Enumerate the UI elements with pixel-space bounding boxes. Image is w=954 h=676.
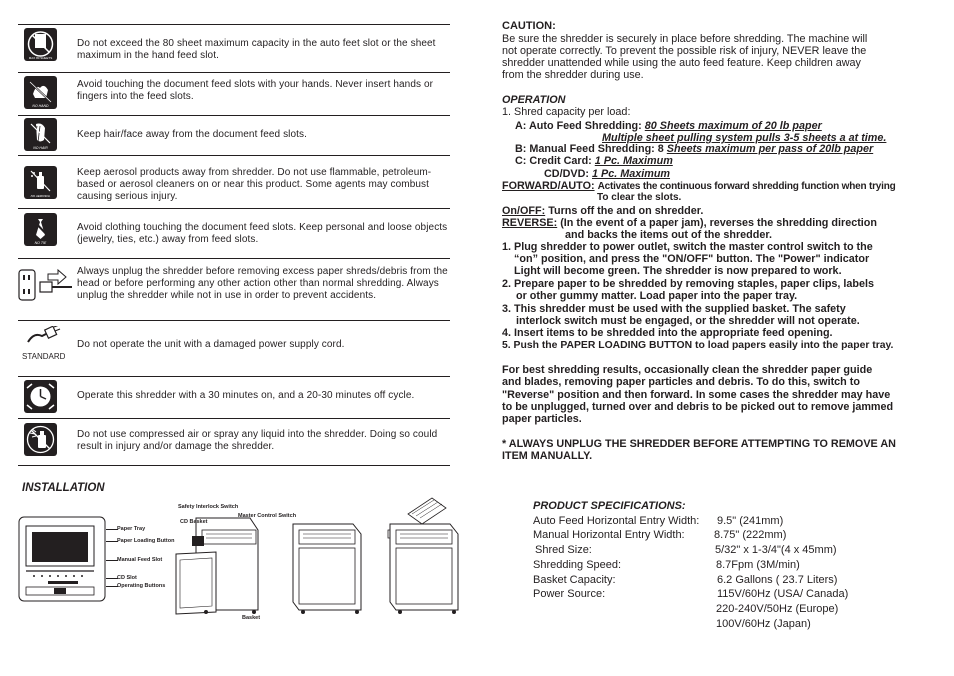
onoff-label: On/OFF: bbox=[502, 205, 546, 217]
label-cd-slot: CD Slot bbox=[117, 575, 137, 581]
caution-line-3: shredder unattended while using the auto feed feature. Keep children away bbox=[502, 57, 861, 69]
spec-label-auto-feed-width: Auto Feed Horizontal Entry Width: bbox=[533, 515, 700, 527]
warning-text-hair: Keep hair/face away from the document feed slots. bbox=[77, 129, 308, 140]
onoff-line bbox=[502, 205, 926, 217]
reverse-text: (In the event of a paper jam), reverses the shredding direction bbox=[560, 217, 877, 229]
cleaning-line-1: For best shredding results, occasionally clean the shredder paper guide bbox=[502, 364, 873, 376]
credit-card-label: C: Credit Card: bbox=[515, 155, 592, 167]
shredder-loading-diagram bbox=[382, 494, 462, 616]
unplug-icon bbox=[18, 264, 74, 306]
auto-feed-line bbox=[515, 120, 939, 132]
step-1-line-3: Light will become green. The shredder is now prepared to work. bbox=[514, 265, 842, 277]
cd-line bbox=[544, 168, 954, 180]
label-paper-loading-button: Paper Loading Button bbox=[117, 538, 175, 544]
spec-value-basket-capacity: 6.2 Gallons ( 23.7 Liters) bbox=[717, 574, 838, 586]
forward-text: Activates the continuous forward shredding function when trying bbox=[597, 181, 896, 192]
reverse-line bbox=[502, 217, 926, 229]
svg-text:NO AEROSOL: NO AEROSOL bbox=[30, 194, 51, 198]
no-hands-icon bbox=[24, 76, 57, 109]
svg-text:MAX 80 SHEETS: MAX 80 SHEETS bbox=[28, 56, 53, 60]
label-master-control: Master Control Switch bbox=[238, 513, 297, 519]
spec-value-power-japan: 100V/60Hz (Japan) bbox=[716, 618, 811, 630]
label-cd-basket: CD Basket bbox=[180, 519, 208, 525]
step-2-line-1: 2. Prepare paper to be shredded by removing staples, paper clips, labels bbox=[502, 278, 875, 290]
cleaning-line-3: "Reverse" position and then forward. In some cases the shredder may have bbox=[502, 389, 891, 401]
cleaning-line-2: and blades, removing paper particles and debris. To do this, switch to bbox=[502, 376, 860, 388]
cleaning-line-5: paper particles. bbox=[502, 413, 582, 425]
no-hair-icon bbox=[24, 118, 57, 151]
spec-label-power-source: Power Source: bbox=[533, 588, 606, 600]
spec-value-manual-width: 8.75" (222mm) bbox=[714, 529, 787, 541]
spec-value-auto-feed-width: 9.5" (241mm) bbox=[717, 515, 784, 527]
manual-feed-value: Sheets maximum per pass of 20lb paper bbox=[666, 143, 874, 155]
forward-label: FORWARD/AUTO: bbox=[502, 180, 595, 192]
spec-label-manual-width: Manual Horizontal Entry Width: bbox=[533, 529, 685, 541]
label-safety-interlock: Safety Interlock Switch bbox=[178, 504, 239, 510]
caution-line-2: not operate correctly. To prevent the possible risk of injury, NEVER leave the bbox=[502, 45, 867, 57]
caution-line-1: Be sure the shredder is securely in place before shredding. The machine will bbox=[502, 33, 868, 45]
warning-text-aerosol: Keep aerosol products away from shredder. Do not use flammable, petroleum-based or aerosol cleaners on or near this product. Some agents may combust causing serious injury. bbox=[77, 167, 432, 202]
warning-text-cycle: Operate this shredder with a 30 minutes on, and a 20-30 minutes off cycle. bbox=[77, 390, 415, 401]
auto-feed-value: 80 Sheets maximum of 20 lb paper bbox=[644, 120, 822, 132]
credit-card-line bbox=[515, 155, 939, 167]
forward-text-2: To clear the slots. bbox=[597, 192, 682, 203]
step-4: 4. Insert items to be shredded into the appropriate feed opening. bbox=[502, 327, 833, 339]
no-aerosol-icon bbox=[24, 166, 57, 199]
warning-text-sheet-capacity: Do not exceed the 80 sheet maximum capacity in the auto feet slot or the sheet maximum in the hand feed slot. bbox=[77, 38, 436, 61]
installation-title: INSTALLATION bbox=[22, 482, 105, 494]
svg-text:NO HAND: NO HAND bbox=[32, 104, 49, 108]
onoff-text: Turns off the and on shredder. bbox=[548, 205, 704, 217]
no-sheet-overload-icon bbox=[24, 28, 57, 61]
spec-label-basket-capacity: Basket Capacity: bbox=[533, 574, 616, 586]
cd-label: CD/DVD: bbox=[544, 168, 589, 180]
spec-value-shred-size: 5/32" x 1-3/4"(4 x 45mm) bbox=[715, 544, 837, 556]
reverse-text-2: and backs the items out of the shredder. bbox=[565, 229, 772, 241]
front-panel-diagram bbox=[18, 516, 106, 602]
caution-title: CAUTION: bbox=[502, 20, 556, 32]
spec-label-shredding-speed: Shredding Speed: bbox=[533, 559, 622, 571]
warning-text-power-cord: Do not operate the unit with a damaged power supply cord. bbox=[77, 339, 345, 350]
shredder-open-diagram bbox=[172, 512, 268, 617]
step-2-line-2: or other gummy matter. Load paper into the paper tray. bbox=[516, 290, 798, 302]
specs-title: PRODUCT SPECIFICATIONS: bbox=[533, 500, 686, 512]
label-manual-feed-slot: Manual Feed Slot bbox=[117, 557, 163, 563]
cd-value: 1 Pc. Maximum bbox=[592, 168, 671, 180]
manual-feed-label: B: Manual Feed Shredding: 8 bbox=[515, 143, 664, 155]
auto-feed-label: A: Auto Feed Shredding: bbox=[515, 120, 642, 132]
spec-value-shredding-speed: 8.7Fpm (3M/min) bbox=[716, 559, 800, 571]
reverse-label: REVERSE: bbox=[502, 217, 558, 229]
always-unplug-line-2: ITEM MANUALLY. bbox=[502, 450, 593, 462]
caution-line-4: from the shredder during use. bbox=[502, 69, 644, 81]
spec-label-shred-size: Shred Size: bbox=[535, 544, 592, 556]
power-cord-icon bbox=[24, 326, 64, 348]
credit-card-value: 1 Pc. Maximum bbox=[594, 155, 673, 167]
spec-value-power-europe: 220-240V/50Hz (Europe) bbox=[716, 603, 839, 615]
warning-text-unplug: Always unplug the shredder before removing excess paper shreds/debris from the head or before performing any other action other than normal shredding. Always unplug the shredder while not in use in order to prevent accidents. bbox=[77, 266, 448, 301]
power-cord-caption: STANDARD bbox=[22, 352, 66, 361]
label-paper-tray: Paper Tray bbox=[117, 526, 146, 532]
cleaning-line-4: to be unplugged, turned over and debris to be picked out to remove jammed bbox=[502, 401, 894, 413]
step-1-line-1: 1. Plug shredder to power outlet, switch the master control switch to the bbox=[502, 241, 873, 253]
svg-text:NO TIE: NO TIE bbox=[34, 241, 47, 245]
auto-feed-note: Multiple sheet pulling system pulls 3-5 sheets a at time. bbox=[602, 132, 887, 144]
warning-text-hands: Avoid touching the document feed slots with your hands. Never insert hands or fingers into the feed slots. bbox=[77, 79, 434, 102]
operation-title: OPERATION bbox=[502, 94, 566, 106]
capacity-intro: 1. Shred capacity per load: bbox=[502, 106, 631, 118]
no-spray-icon bbox=[24, 423, 57, 456]
warning-text-clothing: Avoid clothing touching the document feed slots. Keep personal and loose objects (jewelry, ties, etc.) away from feed slots. bbox=[77, 222, 448, 245]
step-5: 5. Push the PAPER LOADING BUTTON to load papers easily into the paper tray. bbox=[502, 340, 894, 351]
label-operating-buttons: Operating Buttons bbox=[117, 583, 166, 589]
no-tie-icon bbox=[24, 213, 57, 246]
manual-feed-line bbox=[515, 143, 939, 155]
warning-text-spray: Do not use compressed air or spray any liquid into the shredder. Doing so could result in injury and/or damage the shredder. bbox=[77, 429, 438, 452]
step-1-line-2: “on” position, and press the "ON/OFF" button. The "Power" indicator bbox=[514, 253, 870, 265]
step-3-line-1: 3. This shredder must be used with the supplied basket. The safety bbox=[502, 303, 846, 315]
spec-value-power-source: 115V/60Hz (USA/ Canada) bbox=[717, 588, 849, 600]
label-basket: Basket bbox=[242, 615, 261, 621]
step-3-line-2: interlock switch must be engaged, or the shredder will not operate. bbox=[516, 315, 860, 327]
shredder-closed-diagram bbox=[285, 520, 365, 616]
clock-cycle-icon bbox=[24, 380, 57, 413]
svg-text:NO HAIR: NO HAIR bbox=[33, 146, 48, 150]
always-unplug-line-1: * ALWAYS UNPLUG THE SHREDDER BEFORE ATTEMPTING TO REMOVE AN bbox=[502, 438, 896, 450]
